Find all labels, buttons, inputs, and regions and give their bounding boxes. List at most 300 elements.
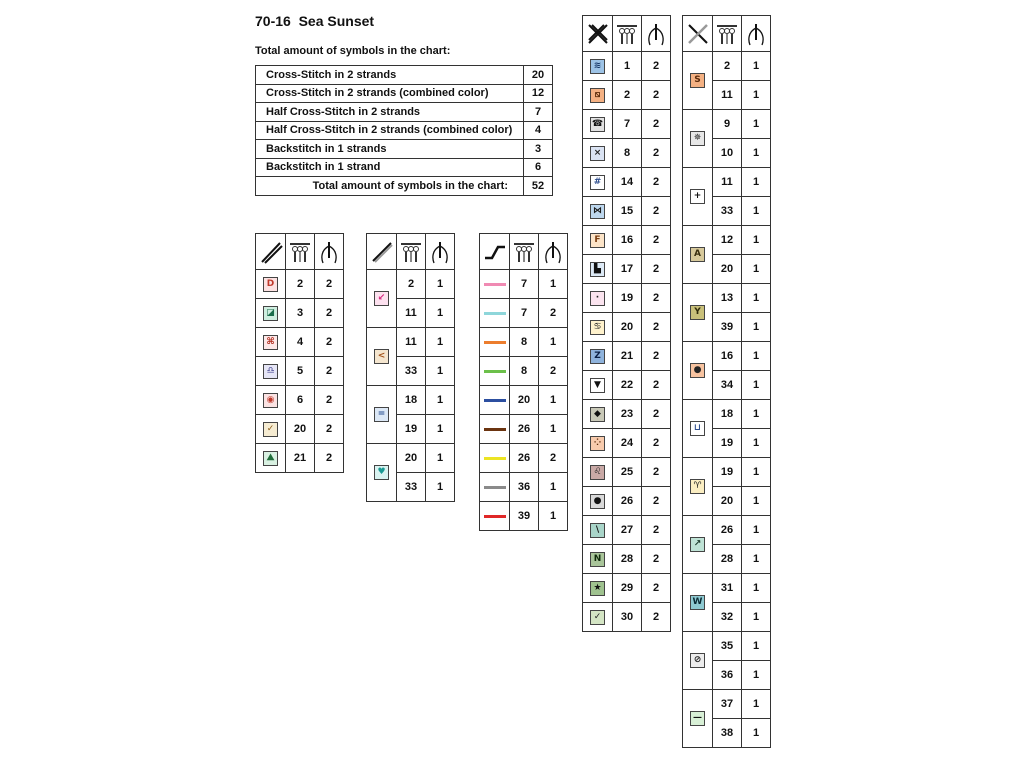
- floss-number: 14: [613, 168, 642, 197]
- bowtie-icon: ⋈: [590, 204, 605, 219]
- floss-number: 17: [613, 255, 642, 284]
- floss-number-icon: [286, 234, 315, 270]
- strand-count: 1: [742, 371, 771, 400]
- strand-count: 2: [642, 400, 671, 429]
- half-cross-combined-icon: [367, 234, 397, 270]
- telephone-icon: ☎: [590, 117, 605, 132]
- symbol-cell: [583, 197, 613, 226]
- summary-table: [255, 65, 553, 196]
- gray-line-icon: [484, 486, 506, 489]
- key-row: [583, 429, 671, 458]
- floss-number-icon: [397, 234, 426, 270]
- strand-count: 1: [742, 487, 771, 516]
- symbol-cell: [683, 52, 713, 110]
- symbol-cell: [480, 473, 510, 502]
- floss-number: 8: [510, 357, 539, 386]
- brown-line-icon: [484, 428, 506, 431]
- key-row: [583, 487, 671, 516]
- strand-count: 2: [315, 357, 344, 386]
- floss-number: 11: [397, 328, 426, 357]
- floss-number: 18: [713, 400, 742, 429]
- symbol-cell: [583, 371, 613, 400]
- floss-number: 16: [613, 226, 642, 255]
- key-row: [583, 342, 671, 371]
- symbol-cell: [583, 52, 613, 81]
- needle-thread-icon: [315, 234, 344, 270]
- strand-count: 1: [539, 502, 568, 531]
- symbol-cell: [256, 415, 286, 444]
- strand-count: 1: [539, 270, 568, 299]
- u-shape-icon: ⊔: [690, 421, 705, 436]
- symbol-cell: [683, 574, 713, 632]
- plus-icon: +: [690, 189, 705, 204]
- hash-icon: #: [590, 175, 605, 190]
- less-than-icon: <: [374, 349, 389, 364]
- letter-d-icon: D: [263, 277, 278, 292]
- key-row: [683, 284, 771, 313]
- symbol-cell: [683, 110, 713, 168]
- key-row: [583, 603, 671, 632]
- yellow-line-icon: [484, 457, 506, 460]
- aries-icon: ♈: [690, 479, 705, 494]
- key-row: [256, 328, 344, 357]
- key-row: [583, 516, 671, 545]
- shuriken-icon: ✵: [690, 131, 705, 146]
- strand-count: 1: [742, 574, 771, 603]
- strand-count: 2: [642, 342, 671, 371]
- strand-count: 1: [742, 81, 771, 110]
- summary-label: Backstitch in 1 strand: [256, 158, 524, 177]
- diagonal-stripes-icon: ⧅: [590, 88, 605, 103]
- symbol-cell: [583, 226, 613, 255]
- strand-count: 1: [742, 545, 771, 574]
- strand-count: 2: [642, 226, 671, 255]
- summary-row: [256, 177, 553, 196]
- strand-count: 1: [742, 603, 771, 632]
- check-icon: ✓: [263, 422, 278, 437]
- strand-count: 1: [742, 110, 771, 139]
- pink-line-icon: [484, 283, 506, 286]
- floss-number: 26: [510, 415, 539, 444]
- target-icon: ◉: [263, 393, 278, 408]
- summary-row: [256, 103, 553, 122]
- symbol-cell: [256, 386, 286, 415]
- picture-icon: ⛰: [263, 451, 278, 466]
- strand-count: 1: [426, 270, 455, 299]
- strand-count: 2: [642, 458, 671, 487]
- floss-number: 26: [510, 444, 539, 473]
- key-row: [583, 168, 671, 197]
- summary-value: 20: [524, 66, 553, 85]
- symbol-cell: [583, 81, 613, 110]
- key-row: [683, 574, 771, 603]
- floss-number: 37: [713, 690, 742, 719]
- key-row: [683, 458, 771, 487]
- strand-count: 1: [742, 400, 771, 429]
- strand-count: 2: [315, 444, 344, 473]
- summary-value: 7: [524, 103, 553, 122]
- strand-count: 1: [426, 357, 455, 386]
- libra-icon: ♎: [263, 364, 278, 379]
- key-row: [583, 110, 671, 139]
- summary-value: 4: [524, 121, 553, 140]
- summary-value: 12: [524, 84, 553, 103]
- strand-count: 1: [742, 632, 771, 661]
- symbol-cell: [683, 284, 713, 342]
- symbol-cell: [583, 487, 613, 516]
- strand-count: 1: [742, 255, 771, 284]
- floss-number-icon: [713, 16, 742, 52]
- key-row: [480, 299, 568, 328]
- floss-number: 2: [397, 270, 426, 299]
- filled-circle-icon: ●: [590, 494, 605, 509]
- floss-number: 7: [510, 270, 539, 299]
- key-row: [256, 299, 344, 328]
- symbol-cell: [583, 429, 613, 458]
- key-row: [480, 444, 568, 473]
- floss-number: 21: [613, 342, 642, 371]
- symbol-cell: [367, 444, 397, 502]
- key-row: [683, 168, 771, 197]
- dot-icon: ·: [590, 291, 605, 306]
- strand-count: 1: [539, 415, 568, 444]
- drop-icon: ●: [690, 363, 705, 378]
- symbol-cell: [683, 690, 713, 748]
- symbol-cell: [583, 458, 613, 487]
- symbol-cell: [480, 386, 510, 415]
- symbol-cell: [583, 139, 613, 168]
- key-row: [683, 52, 771, 81]
- key-row: [683, 690, 771, 719]
- backslash-icon: \: [590, 523, 605, 538]
- key-row: [480, 270, 568, 299]
- floss-number: 2: [286, 270, 315, 299]
- strand-count: 2: [315, 386, 344, 415]
- floss-number: 33: [713, 197, 742, 226]
- symbol-cell: [683, 400, 713, 458]
- letter-a-icon: A: [690, 247, 705, 262]
- key-row: [583, 545, 671, 574]
- symbol-cell: [583, 574, 613, 603]
- summary-label: Cross-Stitch in 2 strands: [256, 66, 524, 85]
- strand-count: 1: [742, 719, 771, 748]
- symbol-cell: [480, 270, 510, 299]
- floss-number: 7: [510, 299, 539, 328]
- key-row: [256, 415, 344, 444]
- floss-number: 19: [613, 284, 642, 313]
- key-row: [583, 458, 671, 487]
- strand-count: 1: [742, 226, 771, 255]
- strand-count: 2: [642, 429, 671, 458]
- arrow-up-right-icon: ↗: [690, 537, 705, 552]
- summary-row: [256, 140, 553, 159]
- key-row: [683, 342, 771, 371]
- needle-thread-icon: [426, 234, 455, 270]
- floss-number: 4: [286, 328, 315, 357]
- floss-number: 19: [397, 415, 426, 444]
- floss-number: 33: [397, 357, 426, 386]
- cross-stitch-icon: [583, 16, 613, 52]
- symbol-cell: [367, 328, 397, 386]
- strand-count: 1: [742, 197, 771, 226]
- symbol-cell: [583, 545, 613, 574]
- floss-number: 28: [613, 545, 642, 574]
- key-row: [256, 270, 344, 299]
- floss-number: 5: [286, 357, 315, 386]
- needle-thread-icon: [539, 234, 568, 270]
- floss-number: 11: [397, 299, 426, 328]
- symbol-cell: [256, 444, 286, 473]
- summary-heading: Total amount of symbols in the chart:: [255, 45, 451, 57]
- strand-count: 2: [315, 415, 344, 444]
- floss-number-icon: [613, 16, 642, 52]
- strand-count: 1: [426, 299, 455, 328]
- strand-count: 1: [426, 415, 455, 444]
- backstitch-icon: [480, 234, 510, 270]
- key-row: [367, 386, 455, 415]
- wave-icon: ≋: [590, 59, 605, 74]
- key-row: [583, 574, 671, 603]
- floss-number: 6: [286, 386, 315, 415]
- strand-count: 2: [642, 197, 671, 226]
- summary-label: Backstitch in 1 strands: [256, 140, 524, 159]
- key-row: [583, 400, 671, 429]
- symbol-cell: [583, 284, 613, 313]
- page-title: 70-16 Sea Sunset: [255, 13, 375, 29]
- key-row: [367, 270, 455, 299]
- floss-number: 8: [510, 328, 539, 357]
- key-row: [583, 226, 671, 255]
- summary-label: Half Cross-Stitch in 2 strands (combined color): [256, 121, 524, 140]
- floss-number: 36: [510, 473, 539, 502]
- strand-count: 2: [539, 444, 568, 473]
- summary-row: [256, 121, 553, 140]
- floss-number: 20: [613, 313, 642, 342]
- floss-number: 11: [713, 168, 742, 197]
- floss-number: 23: [613, 400, 642, 429]
- cyan-line-icon: [484, 312, 506, 315]
- strand-count: 1: [539, 473, 568, 502]
- symbol-cell: [583, 110, 613, 139]
- symbol-cell: [256, 299, 286, 328]
- floss-number: 7: [613, 110, 642, 139]
- strand-count: 1: [742, 690, 771, 719]
- key-row: [480, 386, 568, 415]
- floss-number: 32: [713, 603, 742, 632]
- strand-count: 1: [742, 516, 771, 545]
- strand-count: 2: [642, 168, 671, 197]
- strand-count: 2: [539, 357, 568, 386]
- summary-value: 3: [524, 140, 553, 159]
- key-row: [480, 328, 568, 357]
- letter-y-icon: Y: [690, 305, 705, 320]
- floss-number: 13: [713, 284, 742, 313]
- needle-thread-icon: [742, 16, 771, 52]
- strand-count: 1: [742, 139, 771, 168]
- floss-number: 35: [713, 632, 742, 661]
- symbol-cell: [256, 328, 286, 357]
- key-row: [683, 400, 771, 429]
- strand-count: 2: [642, 284, 671, 313]
- floss-number: 22: [613, 371, 642, 400]
- diamond-icon: ◆: [590, 407, 605, 422]
- floss-number-icon: [510, 234, 539, 270]
- strand-count: 1: [539, 328, 568, 357]
- symbol-cell: [683, 226, 713, 284]
- key-row: [583, 284, 671, 313]
- strand-count: 1: [426, 328, 455, 357]
- strand-count: 2: [642, 110, 671, 139]
- key-row: [480, 415, 568, 444]
- heart-icon: ♥: [374, 465, 389, 480]
- summary-row: [256, 158, 553, 177]
- star-icon: ★: [590, 581, 605, 596]
- key-row: [683, 516, 771, 545]
- arrow-down-left-icon: ↙: [374, 291, 389, 306]
- key-row: [256, 444, 344, 473]
- floss-number: 38: [713, 719, 742, 748]
- strand-count: 2: [642, 81, 671, 110]
- letter-f-icon: F: [590, 233, 605, 248]
- strand-count: 2: [642, 603, 671, 632]
- symbol-cell: [367, 270, 397, 328]
- summary-label: Total amount of symbols in the chart:: [256, 177, 524, 196]
- strand-count: 1: [742, 284, 771, 313]
- floss-number: 39: [713, 313, 742, 342]
- symbol-cell: [583, 400, 613, 429]
- symbol-cell: [583, 168, 613, 197]
- letter-z-icon: Z: [590, 349, 605, 364]
- strand-count: 2: [315, 328, 344, 357]
- summary-label: Cross-Stitch in 2 strands (combined color): [256, 84, 524, 103]
- floss-number: 36: [713, 661, 742, 690]
- strand-count: 1: [426, 444, 455, 473]
- key-row: [256, 386, 344, 415]
- strand-count: 1: [742, 458, 771, 487]
- floss-number: 2: [613, 81, 642, 110]
- symbol-cell: [683, 168, 713, 226]
- symbol-cell: [583, 516, 613, 545]
- symbol-cell: [583, 342, 613, 371]
- key-row: [583, 255, 671, 284]
- floss-number: 3: [286, 299, 315, 328]
- symbol-cell: [480, 299, 510, 328]
- strand-count: 2: [642, 255, 671, 284]
- blue-line-icon: [484, 399, 506, 402]
- floss-number: 12: [713, 226, 742, 255]
- letter-w-icon: W: [690, 595, 705, 610]
- letter-s-icon: S: [690, 73, 705, 88]
- strand-count: 2: [642, 574, 671, 603]
- key-row: [683, 110, 771, 139]
- strand-count: 2: [642, 487, 671, 516]
- symbol-cell: [683, 458, 713, 516]
- symbol-cell: [480, 357, 510, 386]
- key-row: [256, 357, 344, 386]
- equals-icon: =: [374, 407, 389, 422]
- symbol-cell: [480, 502, 510, 531]
- floss-number: 9: [713, 110, 742, 139]
- key-row: [367, 328, 455, 357]
- cancer-icon: ♋: [590, 320, 605, 335]
- floss-number: 20: [713, 487, 742, 516]
- symbol-cell: [583, 603, 613, 632]
- backstitch-key-table: [479, 233, 568, 531]
- symbol-cell: [683, 632, 713, 690]
- floss-number: 20: [286, 415, 315, 444]
- key-row: [583, 139, 671, 168]
- floss-number: 15: [613, 197, 642, 226]
- strand-count: 1: [742, 661, 771, 690]
- key-row: [683, 632, 771, 661]
- key-row: [480, 357, 568, 386]
- floss-number: 19: [713, 429, 742, 458]
- symbol-cell: [583, 255, 613, 284]
- needle-thread-icon: [642, 16, 671, 52]
- minus-icon: —: [690, 711, 705, 726]
- strand-count: 1: [742, 342, 771, 371]
- floss-number: 24: [613, 429, 642, 458]
- four-dots-icon: ⁘: [590, 436, 605, 451]
- floss-number: 10: [713, 139, 742, 168]
- floss-number: 26: [613, 487, 642, 516]
- triangle-down-icon: ▼: [590, 378, 605, 393]
- symbol-cell: [480, 444, 510, 473]
- cross-combined-icon: [683, 16, 713, 52]
- no-tape-icon: ⊘: [690, 653, 705, 668]
- cross-mark-icon: ×: [590, 146, 605, 161]
- key-row: [583, 371, 671, 400]
- leo-icon: ♌: [590, 465, 605, 480]
- red-line-icon: [484, 515, 506, 518]
- summary-row: [256, 84, 553, 103]
- summary-value: 52: [524, 177, 553, 196]
- strand-count: 2: [315, 299, 344, 328]
- key-row: [583, 197, 671, 226]
- floss-number: 31: [713, 574, 742, 603]
- check-mark-icon: ✓: [590, 610, 605, 625]
- summary-value: 6: [524, 158, 553, 177]
- strand-count: 2: [642, 371, 671, 400]
- floss-number: 27: [613, 516, 642, 545]
- half-cross-key-table: [255, 233, 344, 473]
- strand-count: 2: [642, 545, 671, 574]
- strand-count: 1: [742, 168, 771, 197]
- floss-number: 21: [286, 444, 315, 473]
- cross-combined-key-table: [682, 15, 771, 748]
- summary-row: [256, 66, 553, 85]
- cross-stitch-key-table: [582, 15, 671, 632]
- floss-number: 11: [713, 81, 742, 110]
- key-row: [583, 81, 671, 110]
- floss-number: 20: [713, 255, 742, 284]
- strand-count: 2: [642, 52, 671, 81]
- strand-count: 2: [539, 299, 568, 328]
- strand-count: 2: [642, 139, 671, 168]
- floss-number: 26: [713, 516, 742, 545]
- symbol-cell: [480, 328, 510, 357]
- strand-count: 2: [642, 516, 671, 545]
- green-line-icon: [484, 370, 506, 373]
- key-row: [683, 226, 771, 255]
- symbol-cell: [367, 386, 397, 444]
- key-row: [367, 444, 455, 473]
- floss-number: 18: [397, 386, 426, 415]
- strand-count: 2: [642, 313, 671, 342]
- strand-count: 1: [742, 52, 771, 81]
- floss-number: 34: [713, 371, 742, 400]
- key-row: [583, 52, 671, 81]
